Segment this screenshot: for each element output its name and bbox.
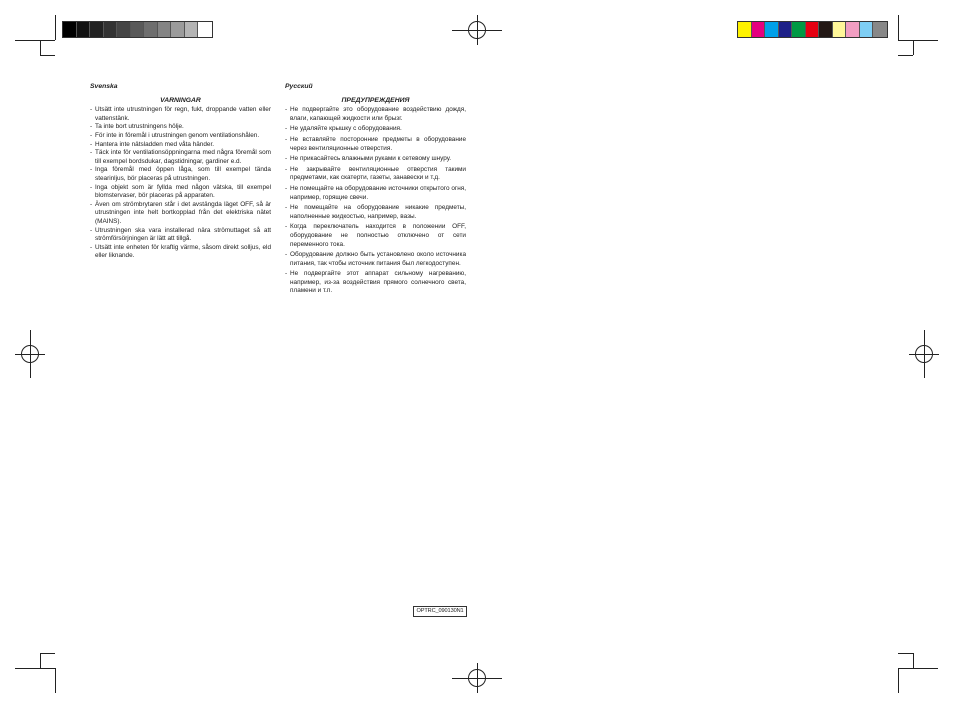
crop-mark <box>15 40 55 41</box>
color-swatch <box>104 22 118 37</box>
crop-mark <box>898 40 938 41</box>
list-item: - Не помещайте на оборудование никакие предметы, наполненные жидкостью, например, вазы. <box>285 204 466 220</box>
crop-mark <box>40 653 55 654</box>
crop-mark <box>898 653 913 654</box>
language-label: Svenska <box>90 83 118 90</box>
crop-mark <box>913 40 914 55</box>
color-swatch <box>792 22 806 37</box>
list-item: - Hantera inte nätsladden med våta händer. <box>90 140 215 148</box>
russian-section <box>285 83 466 298</box>
color-swatch <box>806 22 820 37</box>
crop-mark <box>898 55 913 56</box>
color-swatch <box>846 22 860 37</box>
list-item: - Не закрывайте вентиляционные отверстия такими предметами, как скатерти, газеты, занавески и т.д. <box>285 165 466 182</box>
crop-mark <box>55 15 56 40</box>
list-item: - Även om strömbrytaren står i det avstängda läget OFF, så är utrustningen inte helt bortkopplad från det elektriska nätet (MAINS). <box>90 200 271 225</box>
list-item: - Inga föremål med öppen låga, som till exempel tända stearinljus, bör placeras på utrustningen. <box>90 166 271 182</box>
list-item: - Täck inte för ventilationsöppningarna med några föremål som till exempel bordsdukar, dagstidningar, gardiner e.d. <box>90 149 271 165</box>
list-item: - Не помещайте на оборудование источники открытого огня, например, горящие свечи. <box>285 184 466 201</box>
color-swatch <box>131 22 145 37</box>
crop-mark <box>40 653 41 668</box>
color-swatch <box>63 22 77 37</box>
color-calibration-strip <box>737 21 888 38</box>
color-swatch <box>77 22 91 37</box>
color-swatch <box>819 22 833 37</box>
list-item: - Не удаляйте крышку с оборудования. <box>285 125 402 133</box>
color-swatch <box>765 22 779 37</box>
document-code: OPTRC_090130N1 <box>413 606 467 617</box>
list-item: - Когда переключатель находится в положении OFF, оборудование не полностью отключено от сети переменного тока. <box>285 223 466 248</box>
color-swatch <box>873 22 887 37</box>
color-swatch <box>90 22 104 37</box>
color-swatch <box>752 22 766 37</box>
crop-mark <box>898 668 899 693</box>
color-swatch <box>144 22 158 37</box>
swedish-section <box>90 83 271 261</box>
crop-mark <box>913 653 914 668</box>
list-item: - Inga objekt som är fyllda med någon vätska, till exempel blomstervaser, bör placeras på apparaten. <box>90 183 271 200</box>
list-item: - Utsätt inte enheten för kraftig värme, såsom direkt solljus, eld eller liknande. <box>90 243 271 260</box>
color-swatch <box>158 22 172 37</box>
color-swatch <box>738 22 752 37</box>
list-item: - Utsätt inte utrustningen för regn, fukt, droppande vatten eller vattenstänk. <box>90 106 271 122</box>
color-swatch <box>171 22 185 37</box>
warnings-list <box>285 106 466 296</box>
color-swatch <box>117 22 131 37</box>
color-swatch <box>198 22 212 37</box>
crop-mark <box>15 668 55 669</box>
grayscale-calibration-strip <box>62 21 213 38</box>
crop-mark <box>55 668 56 693</box>
list-item: - Ta inte bort utrustningens hölje. <box>90 123 184 131</box>
warnings-list <box>90 106 271 261</box>
color-swatch <box>833 22 847 37</box>
language-label: Русский <box>285 83 313 90</box>
color-swatch <box>779 22 793 37</box>
list-item: - För inte in föremål i utrustningen genom ventilationshålen. <box>90 131 260 139</box>
warnings-heading: ПРЕДУПРЕЖДЕНИЯ <box>341 96 410 104</box>
crop-mark <box>40 55 55 56</box>
list-item: - Utrustningen ska vara installerad nära strömuttaget så att strömförsörjningen är lätt att tillgå. <box>90 226 271 243</box>
list-item: - Не прикасайтесь влажными руками к сетевому шнуру. <box>285 155 452 163</box>
list-item: - Не вставляйте посторонние предметы в оборудование через вентиляционные отверстия. <box>285 135 466 152</box>
crop-mark <box>898 15 899 40</box>
crop-mark <box>898 668 938 669</box>
crop-mark <box>40 40 41 55</box>
color-swatch <box>185 22 199 37</box>
color-swatch <box>860 22 874 37</box>
list-item: - Не подвергайте этот аппарат сильному нагреванию, например, из-за воздействия прямого солнечного света, пламени и т.п. <box>285 270 466 295</box>
warnings-heading: VARNINGAR <box>160 96 201 104</box>
list-item: - Оборудование должно быть установлено около источника питания, так чтобы источник питания был легкодоступен. <box>285 251 466 267</box>
list-item: - Не подвергайте это оборудование воздействию дождя, влаги, капающей жидкости или брызг. <box>285 106 466 122</box>
